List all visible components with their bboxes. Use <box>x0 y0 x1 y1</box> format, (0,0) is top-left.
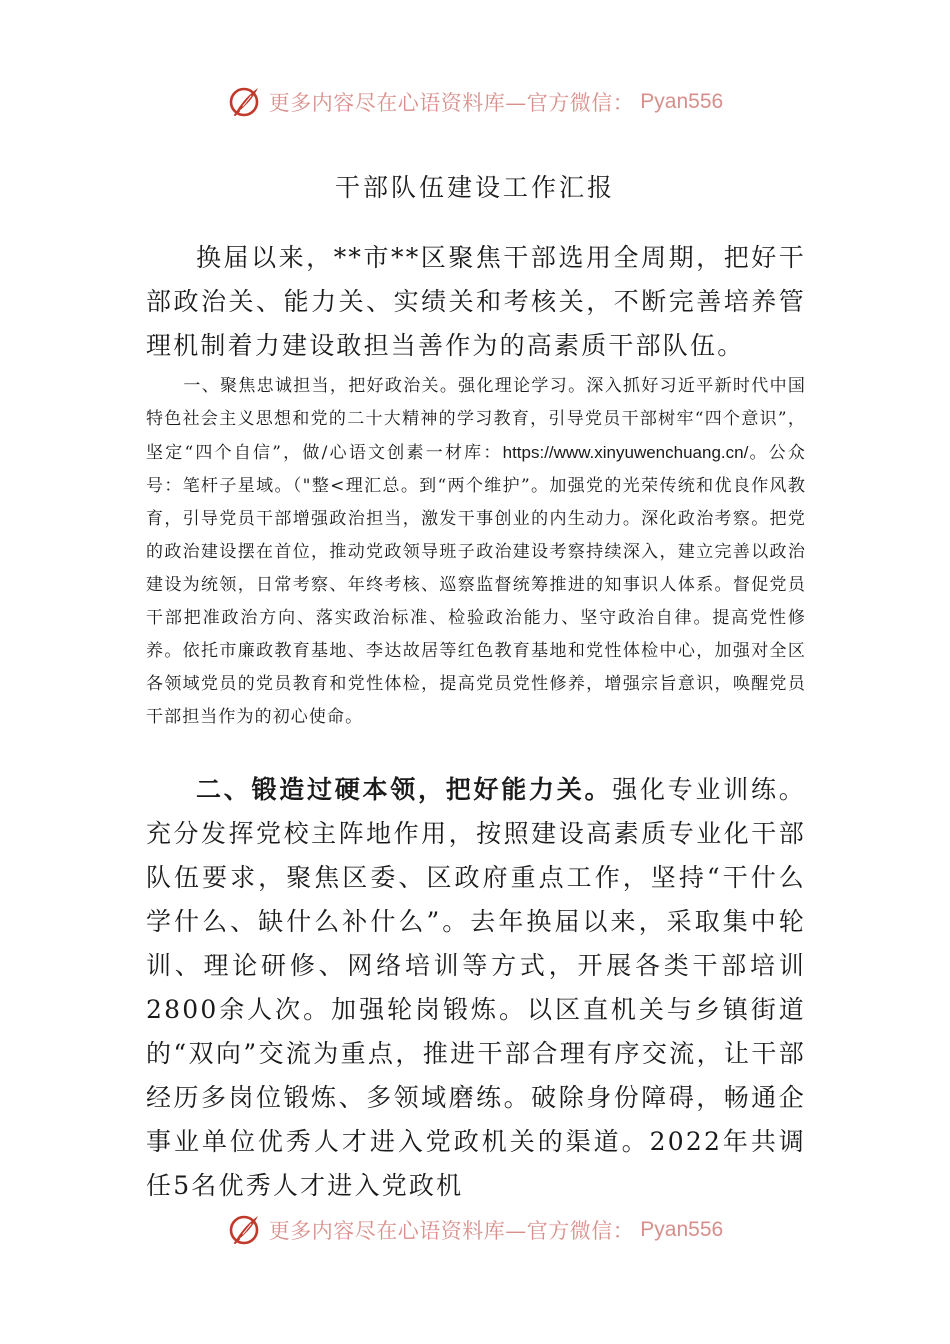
section-one-text-part1: 一、聚焦忠诚担当，把好政治关。强化理论学习。深入抓好习近平新时代中国特色社会主义思想和党的二十大精神的学习教育，引导党员干部树牢“四个意识”，坚定“四个自信”，做/心语文创素一材库： <box>146 376 806 463</box>
quill-pen-logo-icon <box>227 1212 263 1248</box>
footer-watermark-banner <box>0 1210 950 1250</box>
section-two-paragraph <box>146 768 806 1208</box>
quill-pen-logo-icon <box>227 84 263 120</box>
banner-wechat-account: Pyan556 <box>640 90 724 113</box>
banner-slogan: 更多内容尽在心语资料库—官方微信： <box>268 1219 635 1243</box>
intro-paragraph: 换届以来，**市**区聚焦干部选用全周期，把好干部政治关、能力关、实绩关和考核关，不断完善培养管理机制着力建设敢担当善作为的高素质干部队伍。 <box>146 243 806 360</box>
header-watermark-banner <box>0 82 950 122</box>
section-two-body: 强化专业训练。充分发挥党校主阵地作用，按照建设高素质专业化干部队伍要求，聚焦区委、区政府重点工作，坚持“干什么学什么、缺什么补什么”。去年换届以来，采取集中轮训、理论研修、网络培训等方式，开展各类干部培训2800余人次。加强轮岗锻炼。以区直机关与乡镇街道的“双向”交流为重点，推进干部合理有序交流，让干部经历多岗位锻炼、多领域磨练。破除身份障碍，畅通企事业单位优秀人才进入党政机关的渠道。2022年共调任5名优秀人才进入党政机 <box>146 775 806 1200</box>
section-two-block <box>146 768 806 1208</box>
section-two-heading: 二、锻造过硬本领，把好能力关。 <box>196 775 613 804</box>
document-title: 干部队伍建设工作汇报 <box>334 173 615 202</box>
banner-slogan: 更多内容尽在心语资料库—官方微信： <box>268 91 635 115</box>
section-one-block <box>146 370 806 734</box>
source-url-link[interactable]: https://www.xinyuwenchuang.cn/ <box>502 443 749 462</box>
intro-block <box>146 236 806 368</box>
section-one-paragraph <box>146 370 806 734</box>
banner-wechat-account: Pyan556 <box>640 1218 724 1241</box>
section-one-text-part2: 。公众号：笔杆子星域。（"整<理汇总。到“两个维护”。加强党的光荣传统和优良作风教育，引导党员干部增强政治担当，激发干事创业的内生动力。深化政治考察。把党的政治建设摆在首位，推动党政领导班子政治建设考察持续深入，建立完善以政治建设为统领，日常考察、年终考核、巡察监督统筹推进的知事识人体系。督促党员干部把准政治方向、落实政治标准、检验政治能力、坚守政治自律。提高党性修养。依托市廉政教育基地、李达故居等红色教育基地和党性体检中心，加强对全区各领域党员的党员教育和党性体检，提高党员党性修养，增强宗旨意识，唤醒党员干部担当作为的初心使命。 <box>146 443 806 727</box>
